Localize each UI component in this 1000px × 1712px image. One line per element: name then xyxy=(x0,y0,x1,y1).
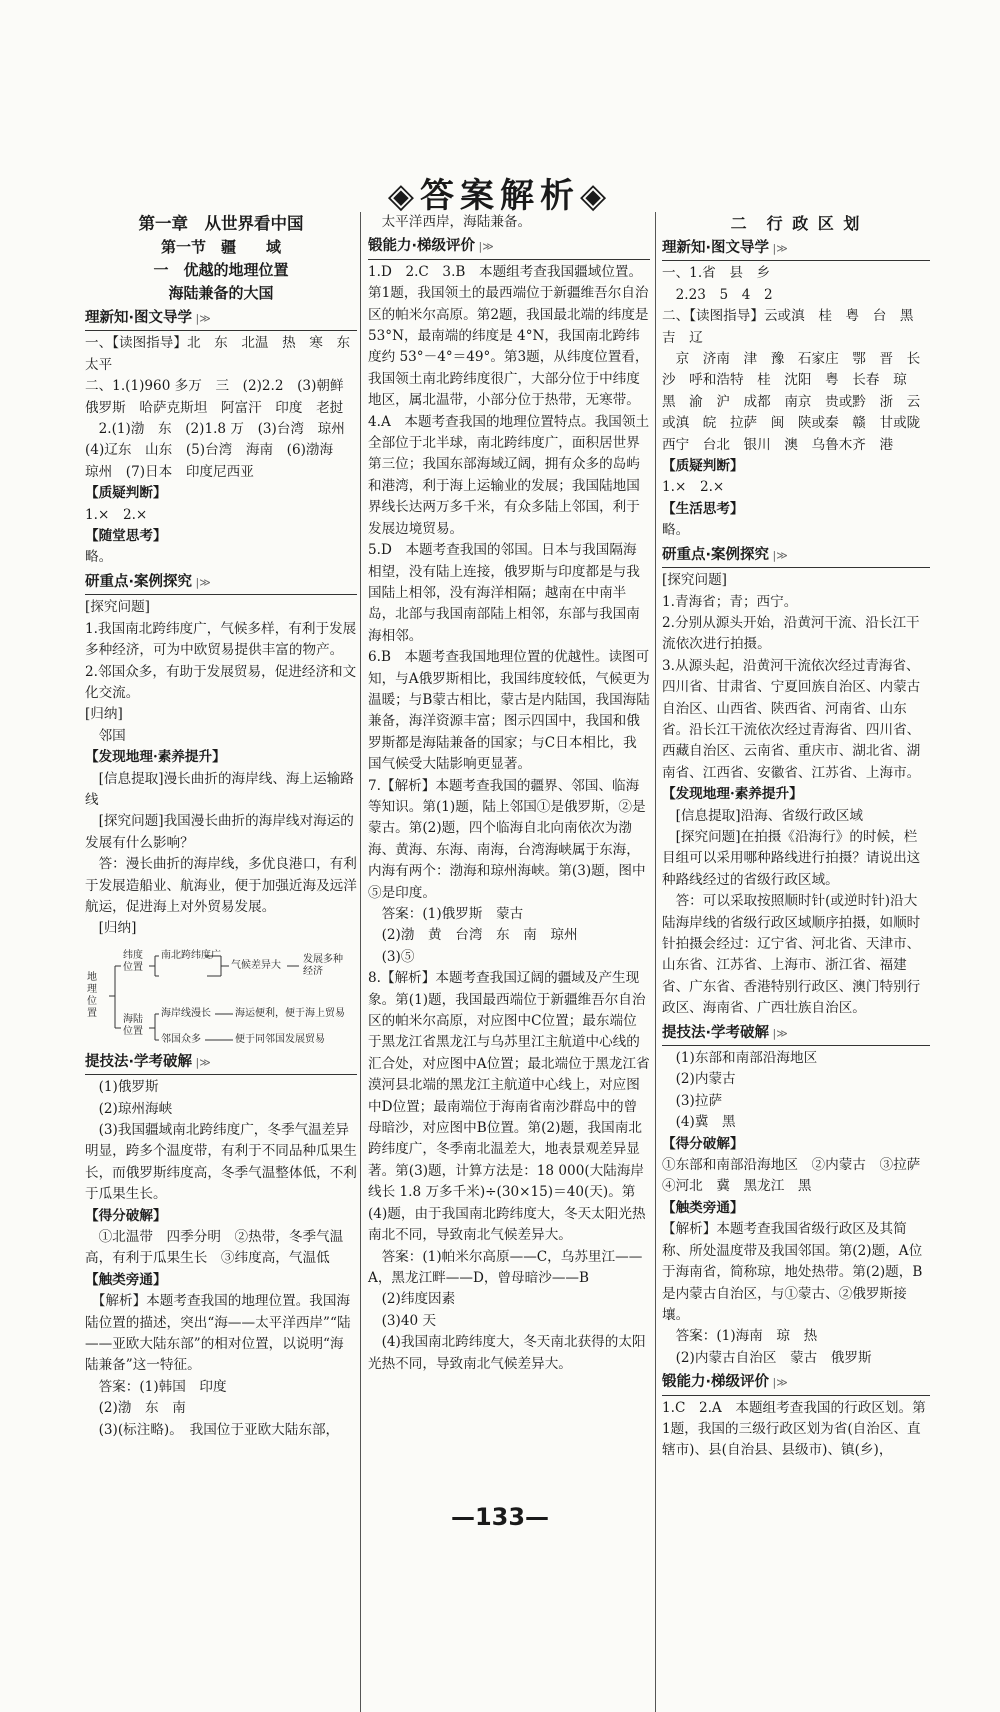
text-line: 4.A 本题考查我国的地理位置特点。我国领土全部位于北半球，南北跨纬度广，面积居世界第三位；我国东部海域辽阔，拥有众多的岛屿和港湾，利于海上运输业的发展；我国陆地国界线长达两万多千米，有众多陆上邻国，利于发展边境贸易。 xyxy=(368,413,650,537)
column-left xyxy=(85,212,364,1441)
section-heading: 理新知·图文导学 |≫ xyxy=(85,308,357,331)
topic-title: 一 优越的地理位置 xyxy=(153,261,289,279)
chapter-title: 第一章 从世界看中国 xyxy=(138,214,304,233)
column-left-body-2 xyxy=(85,1052,357,1441)
diagram-node-b3: 邻国众多 xyxy=(161,1033,201,1045)
text-line: 答案：(1)帕米尔高原——C，乌苏里江——A，黑龙江畔——D，曾母暗沙——B xyxy=(368,1248,643,1286)
column-middle xyxy=(368,212,650,1375)
page-title: ◈答案解析◈ xyxy=(387,176,613,216)
text-line: 二、1.(1)960 多万 三 (2)2.2 (3)朝鲜 俄罗斯 哈萨克斯坦 阿富汗 印度 老挝 xyxy=(85,378,358,416)
column-right xyxy=(662,212,934,1462)
text-line: [信息提取]漫长曲折的海岸线、海上运输路线 xyxy=(85,770,354,808)
text-line: 1.D 2.C 3.B 本题组考查我国疆域位置。第1题，我国领土的最西端位于新疆维吾尔自治区的帕米尔高原。第2题，我国最北端的纬度是 53°N，最南端的纬度是 4°N，我国南北跨纬度约 53°－4°＝49°。第3题，从纬度位置看，我国领土南北跨纬度很广，大部分位于中纬度地区，属北温带，小部分位于热带，无寒带。 xyxy=(368,263,649,409)
text-line: (3)⑤ xyxy=(368,948,415,965)
text-line: (2)内蒙古 xyxy=(662,1071,736,1088)
diagram-node-a: 纬度位置 xyxy=(123,949,143,973)
text-line: 答案：(1)韩国 印度 xyxy=(85,1378,227,1395)
text-line: (2)渤 黄 台湾 东 南 琼州 xyxy=(368,927,578,944)
text-line: 答：漫长曲折的海岸线，多优良港口，有利于发展造船业、航海业，便于加强近海及远洋航运，促进海上对外贸易发展。 xyxy=(85,856,357,915)
text-line: 一、【读图指导】北 东 北温 热 寒 东 太平 xyxy=(85,335,364,373)
label-heading: 【触类旁通】 xyxy=(662,1199,744,1216)
label-heading: 【质疑判断】 xyxy=(662,458,744,475)
text-line: 1.× 2.× xyxy=(85,506,148,523)
text-line: (3)我国疆域南北跨纬度广，冬季气温差异明显，跨多个温度带，有利于不同品种瓜果生长，而俄罗斯纬度高，冬季气温整体低，不利于瓜果生长。 xyxy=(85,1122,357,1203)
label-heading: 【发现地理·素养提升】 xyxy=(662,786,803,803)
text-line: 2.邻国众多，有助于发展贸易，促进经济和文化交流。 xyxy=(85,663,357,701)
label-heading: 【生活思考】 xyxy=(662,500,744,517)
section-heading: 理新知·图文导学 |≫ xyxy=(662,238,930,261)
text-line: (3)(标注略)。 我国位于亚欧大陆东部， xyxy=(85,1421,340,1438)
text-line: (3)拉萨 xyxy=(662,1092,723,1109)
text-line: [归纳] xyxy=(85,706,123,723)
text-line: [探究问题] xyxy=(662,572,727,589)
text-line: (2)内蒙古自治区 蒙古 俄罗斯 xyxy=(662,1349,872,1366)
column-right-body xyxy=(662,238,934,1462)
summary-diagram xyxy=(87,944,357,1048)
text-line: (3)40 天 xyxy=(368,1312,437,1329)
label-heading: 【得分破解】 xyxy=(85,1207,167,1224)
section-heading: 研重点·案例探究 |≫ xyxy=(662,545,930,568)
diagram-node-a2: 气候差异大 xyxy=(231,959,281,971)
text-line: 【解析】本题考查我国的地理位置。我国海陆位置的描述，突出“海——太平洋西岸”“陆——亚欧大陆东部”的相对位置，以说明“海陆兼备”这一特征。 xyxy=(85,1293,351,1374)
text-line: ①东部和南部沿海地区 ②内蒙古 ③拉萨 ④河北 冀 黑龙江 黑 xyxy=(662,1157,934,1195)
text-line: 京 济南 津 豫 石家庄 鄂 晋 长沙 呼和浩特 桂 沈阳 粤 长春 琼 黑 渝 沪 成都 南京 贵或黔 浙 云或滇 皖 拉萨 闽 陕或秦 赣 甘或陇 西宁 台北 银川 澳 乌鲁木齐 港 xyxy=(662,351,934,453)
text-line: 1.C 2.A 本题组考查我国的行政区划。第1题，我国的三级行政区划为省(自治区、直辖市)、县(自治县、县级市)、镇(乡)， xyxy=(662,1399,926,1459)
section-heading: 提技法·学考破解 |≫ xyxy=(662,1023,930,1046)
text-line: 2.(1)渤 东 (2)1.8 万 (3)台湾 琼州 (4)辽东 山东 (5)台湾 海南 (6)渤海 琼州 (7)日本 印度尼西亚 xyxy=(85,421,359,480)
page-header xyxy=(0,168,1000,217)
text-line: 一、1.省 县 乡 xyxy=(662,265,771,282)
text-line: (1)东部和南部沿海地区 xyxy=(662,1050,818,1067)
text-line: 略。 xyxy=(662,522,690,539)
section-heading: 提技法·学考破解 |≫ xyxy=(85,1052,357,1075)
text-line: 1.我国南北跨纬度广，气候多样，有利于发展多种经济，可为中欧贸易提供丰富的物产。 xyxy=(85,620,357,659)
text-line: (2)纬度因素 xyxy=(368,1291,456,1308)
text-line: 3.从源头起，沿黄河干流依次经过青海省、四川省、甘肃省、宁夏回族自治区、内蒙古自治区、山西省、陕西省、河南省、山东省。沿长江干流依次经过青海省、四川省、西藏自治区、云南省、重庆市、湖北省、湖南省、江西省、安徽省、江苏省、上海市。 xyxy=(662,657,921,781)
text-line: 6.B 本题考查我国地理位置的优越性。读图可知，与A俄罗斯相比，我国纬度较低，气候更为温暖；与B蒙古相比，蒙古是内陆国，我国海陆兼备，海洋资源丰富；图示四国中，我国和俄罗斯都是海陆兼备的国家；与C日本相比，我国气候受大陆影响更显著。 xyxy=(368,649,650,773)
diagram-node-b: 海陆位置 xyxy=(123,1013,143,1037)
text-line: [探究问题] xyxy=(85,599,150,616)
column-divider-1 xyxy=(360,212,361,1712)
text-line: ①北温带 四季分明 ②热带，冬季气温高，有利于瓜果生长 ③纬度高，气温低 xyxy=(85,1229,344,1267)
column-divider-2 xyxy=(655,212,656,1712)
text-line: 2.23 5 4 2 xyxy=(662,286,773,303)
text-line: [探究问题]在拍摄《沿海行》的时候，栏目组可以采用哪种路线进行拍摄？请说出这种路线经过的省级行政区域。 xyxy=(662,828,921,888)
text-line: 【解析】本题考查我国省级行政区及其简称、所处温度带及我国邻国。第(2)题，A位于海南省，简称琼，地处热带。第(2)题，B是内蒙古自治区，与①蒙古、②俄罗斯接壤。 xyxy=(662,1221,923,1323)
diagram-root: 地理位置 xyxy=(87,971,97,1019)
text-line: (2)渤 东 南 xyxy=(85,1400,186,1417)
column-left-body xyxy=(85,308,364,940)
diagram-node-b1: 海岸线漫长 xyxy=(161,1007,211,1019)
section-heading: 研重点·案例探究 |≫ xyxy=(85,572,357,595)
section-title: 第一节 疆 域 xyxy=(160,238,281,256)
text-line: 8.【解析】本题考查我国辽阔的疆域及产生现象。第(1)题，我国最西端位于新疆维吾尔自治区的帕米尔高原，对应图中C位置；最东端位于黑龙江省黑龙江与乌苏里江主航道中心线的汇合处，对应图中A位置；最北端位于黑龙江省漠河县北端的黑龙江主航道中心线上，对应图中D位置；最南端位于海南省南沙群岛中的曾母暗沙，对应图中B位置。第(2)题，我国南北跨纬度广，冬季南北温差大，地表景观差异显著。第(3)题，计算方法是：18 000(大陆海岸线长 1.8 万多千米)÷(30×15)＝40(天)。第(4)题，由于我国南北跨纬度大，冬天太阳光热南北不同，导致南北气候差异大。 xyxy=(368,970,650,1244)
diagram-node-a3: 发展多种经济 xyxy=(303,953,343,977)
text-line: 1.× 2.× xyxy=(662,479,725,496)
text-line: 7.【解析】本题考查我国的疆界、邻国、临海等知识。第(1)题，陆上邻国①是俄罗斯，②是蒙古。第(2)题，四个临海自北向南依次为渤海、黄海、东海、南海，台湾海峡属于东海，内海有两个：渤海和琼州海峡。第(3)题，图中⑤是印度。 xyxy=(368,777,646,901)
page-number: —133— xyxy=(450,1503,550,1531)
text-line: [探究问题]我国漫长曲折的海岸线对海运的发展有什么影响？ xyxy=(85,813,354,851)
text-line: 答：可以采取按照顺时针(或逆时针)沿大陆海岸线的省级行政区域顺序拍摄，如顺时针拍摄会经过：辽宁省、河北省、天津市、山东省、江苏省、上海市、浙江省、福建省、广东省、香港特别行政区、澳门特别行政区、海南省、广西壮族自治区。 xyxy=(662,893,921,1017)
text-line: (2)琼州海峡 xyxy=(85,1100,173,1117)
section-title-admin: 二 行 政 区 划 xyxy=(730,214,862,233)
diagram-node-b4: 便于同邻国发展贸易 xyxy=(235,1033,325,1045)
text-line: 答案：(1)俄罗斯 蒙古 xyxy=(368,906,524,922)
label-heading: 【质疑判断】 xyxy=(85,485,167,502)
text-line: 5.D 本题考查我国的邻国。日本与我国隔海相望，没有陆上连接，俄罗斯与印度都是与我国陆上相邻，没有海洋相隔；越南在中南半岛，北部与我国南部陆上相邻，东部与我国南海相邻。 xyxy=(368,542,640,644)
text-line: 2.分别从源头开始，沿黄河干流、沿长江干流依次进行拍摄。 xyxy=(662,614,920,653)
text-line: [归纳] xyxy=(85,920,137,937)
label-heading: 【得分破解】 xyxy=(662,1135,744,1152)
text-line: 略。 xyxy=(85,549,113,566)
label-heading: 【发现地理·素养提升】 xyxy=(85,749,226,766)
text-line: (1)俄罗斯 xyxy=(85,1079,159,1096)
diagram-node-b2: 海运便利，便于海上贸易 xyxy=(235,1007,345,1019)
text-line: [信息提取]沿海、省级行政区域 xyxy=(662,807,863,824)
text-line: 答案：(1)海南 琼 热 xyxy=(662,1328,818,1345)
diagram-node-a1: 南北跨纬度广 xyxy=(161,949,221,961)
label-heading: 【触类旁通】 xyxy=(85,1271,167,1288)
column-middle-body xyxy=(368,212,650,1375)
section-heading: 锻能力·梯级评价 |≫ xyxy=(368,236,650,259)
topic-subtitle: 海陆兼备的大国 xyxy=(168,284,274,302)
text-line: 1.青海省；青；西宁。 xyxy=(662,593,798,610)
text-line: (4)我国南北跨纬度大，冬天南北获得的太阳光热不同，导致南北气候差异大。 xyxy=(368,1334,646,1372)
text-line: 二、【读图指导】云或滇 桂 粤 台 黑 吉 辽 xyxy=(662,308,928,346)
text-line: 邻国 xyxy=(85,727,126,744)
section-heading: 锻能力·梯级评价 |≫ xyxy=(662,1372,930,1395)
text-line: 太平洋西岸，海陆兼备。 xyxy=(368,214,532,230)
label-heading: 【随堂思考】 xyxy=(85,528,167,545)
text-line: (4)冀 黑 xyxy=(662,1114,736,1131)
